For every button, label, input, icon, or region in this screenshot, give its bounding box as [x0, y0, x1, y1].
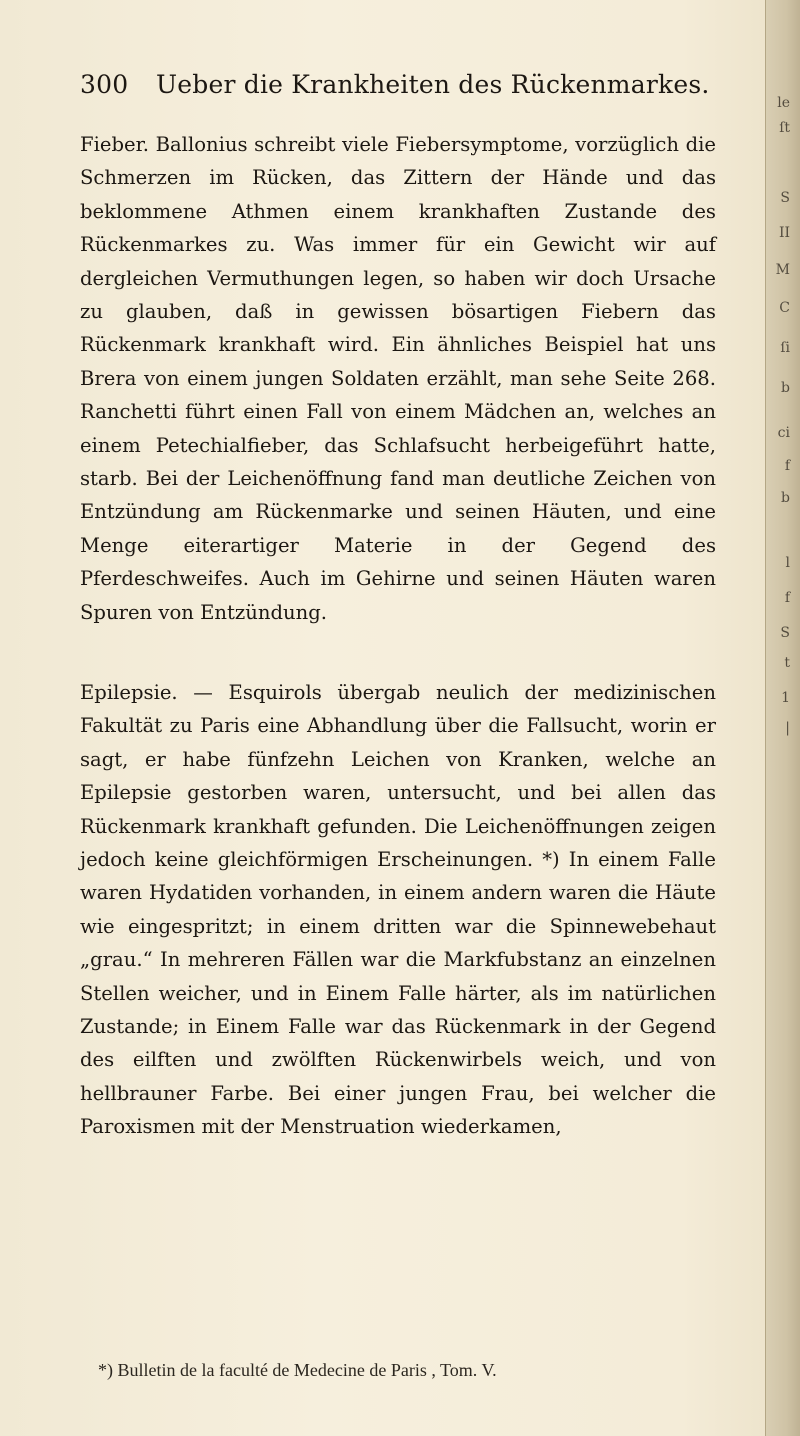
paragraph-fever: Fieber. Ballonius schreibt viele Fiebersymptome, vorzüglich die Schmerzen im Rücken, das Zittern der Hände und das beklommene Athmen einem krankhaften Zustande des Rückenmarkes zu. Was immer für ein Gewicht wir auf dergleichen Vermuthungen legen, so haben wir doch Ursache zu glauben, daß in gewissen bösartigen Fiebern das Rückenmark krankhaft wird. Ein ähnliches Beispiel hat uns Brera von einem jungen Soldaten erzählt, man sehe Seite 268. Ranchetti führt einen Fall von einem Mädchen an, welches an einem Petechialfieber, das Schlafsucht herbeigeführt hatte, starb. Bei der Leichenöffnung fand man deutliche Zeichen von Entzündung am Rückenmarke und seinen Häuten, und eine Menge eiterartiger Materie in der Gegend des Pferdeschweifes. Auch im Gehirne und seinen Häuten waren Spuren von Entzündung.: [80, 133, 716, 624]
margin-fragment: M: [775, 262, 790, 278]
paragraph-epilepsy: Epilepsie. — Esquirols übergab neulich der medizinischen Fakultät zu Paris eine Abhandlung über die Fallsucht, worin er sagt, er habe fünfzehn Leichen von Kranken, welche an Epilepsie gestorben waren, untersucht, und bei allen das Rückenmark krankhaft gefunden. Die Leichenöffnungen zeigen jedoch keine gleichförmigen Erscheinungen. *) In einem Falle waren Hydatiden vorhanden, in einem andern waren die Häute wie eingespritzt; in einem dritten war die Spinnewebehaut „grau.“ In mehreren Fällen war die Markfubstanz an einzelnen Stellen weicher, und in Einem Falle härter, als im natürlichen Zustande; in Einem Falle war das Rückenmark in der Gegend des eilften und zwölften Rückenwirbels weich, und von hellbrauner Farbe. Bei einer jungen Frau, bei welcher die Paroxismen mit der Menstruation wiederkamen,: [80, 681, 716, 1139]
margin-fragment: ſi: [780, 340, 790, 356]
margin-fragment: b: [781, 490, 790, 506]
margin-fragment: S: [780, 190, 790, 206]
margin-fragment: b: [781, 380, 790, 396]
page-header: [80, 70, 720, 110]
margin-fragment: le: [777, 95, 790, 111]
adjacent-page-edge: [765, 0, 800, 1436]
margin-fragment: C: [779, 300, 790, 316]
margin-fragment: t: [784, 655, 790, 671]
margin-fragment: S: [780, 625, 790, 641]
margin-fragment: II: [778, 225, 790, 241]
footnote: *) Bulletin de la faculté de Medecine de Paris , Tom. V.: [98, 1360, 497, 1380]
margin-fragment: 1: [781, 690, 790, 706]
margin-fragment: l: [785, 555, 790, 571]
margin-fragment: f: [784, 590, 790, 606]
margin-fragment: ci: [777, 425, 790, 441]
running-title: Ueber die Krankheiten des Rückenmarkes.: [156, 70, 710, 99]
page-number: 300: [80, 70, 129, 99]
margin-fragment: f: [784, 458, 790, 474]
margin-fragment: ſt: [779, 120, 790, 136]
margin-fragment: |: [785, 720, 790, 736]
